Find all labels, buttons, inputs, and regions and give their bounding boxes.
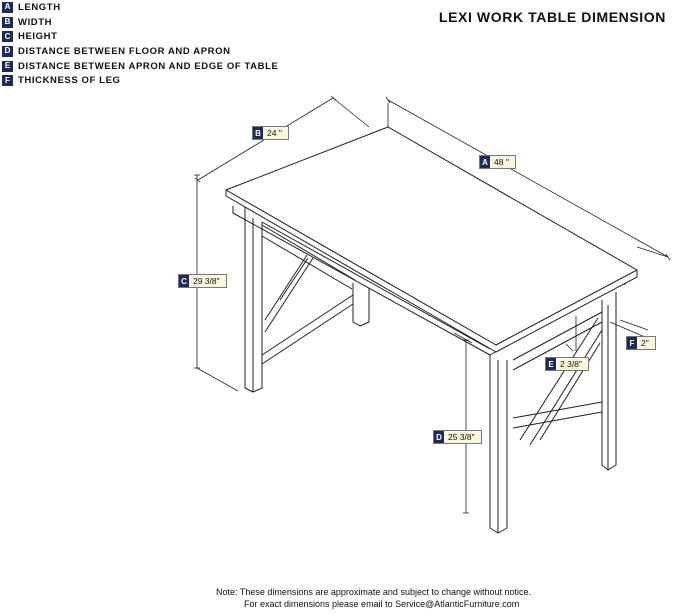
dimension-value: 24 " (267, 128, 282, 138)
legend-label: WIDTH (18, 16, 53, 28)
dimension-letter: C (179, 275, 189, 287)
legend-letter: B (2, 17, 13, 28)
legend-label: LENGTH (18, 1, 61, 13)
legend-letter: D (2, 46, 13, 57)
dimension-value: 29 3/8" (193, 276, 220, 286)
table-top (226, 127, 637, 352)
dimension-tag-height (178, 274, 227, 288)
disclaimer-note (216, 586, 531, 610)
legend-label: HEIGHT (18, 31, 58, 43)
page-title: LEXI WORK TABLE DIMENSION (438, 9, 666, 25)
legend-label: DISTANCE BETWEEN APRON AND EDGE OF TABLE (18, 60, 279, 72)
front-legs (490, 357, 507, 533)
dimension-value: 48 " (494, 157, 509, 167)
note-line: Note: These dimensions are approximate and subject to change without notice. (216, 587, 532, 597)
legend-letter: E (2, 61, 13, 72)
legend-letter: C (2, 31, 13, 42)
dimension-letter: A (480, 156, 490, 168)
dimension-value: 2" (641, 338, 649, 348)
legend-letter: F (2, 75, 13, 86)
dimension-letter: E (546, 358, 556, 370)
dimension-value: 25 3/8" (448, 432, 475, 442)
legend-label: THICKNESS OF LEG (18, 75, 121, 87)
dimension-tag-floor-to-apron (433, 430, 482, 444)
dimension-letter: F (627, 337, 637, 349)
legend-letter: A (2, 2, 13, 13)
dimension-tag-length (479, 155, 516, 169)
dimension-letter: B (253, 127, 263, 139)
note-line: For exact dimensions please email to Service@AtlanticFurniture.com (244, 599, 520, 609)
dimension-value: 2 3/8" (560, 359, 582, 369)
dimension-tag-width (252, 126, 289, 140)
dimension-letter: D (434, 431, 444, 443)
dimension-tag-leg-thickness (626, 336, 656, 350)
legend-label: DISTANCE BETWEEN FLOOR AND APRON (18, 45, 231, 57)
dimension-tag-apron-to-edge (545, 357, 589, 371)
